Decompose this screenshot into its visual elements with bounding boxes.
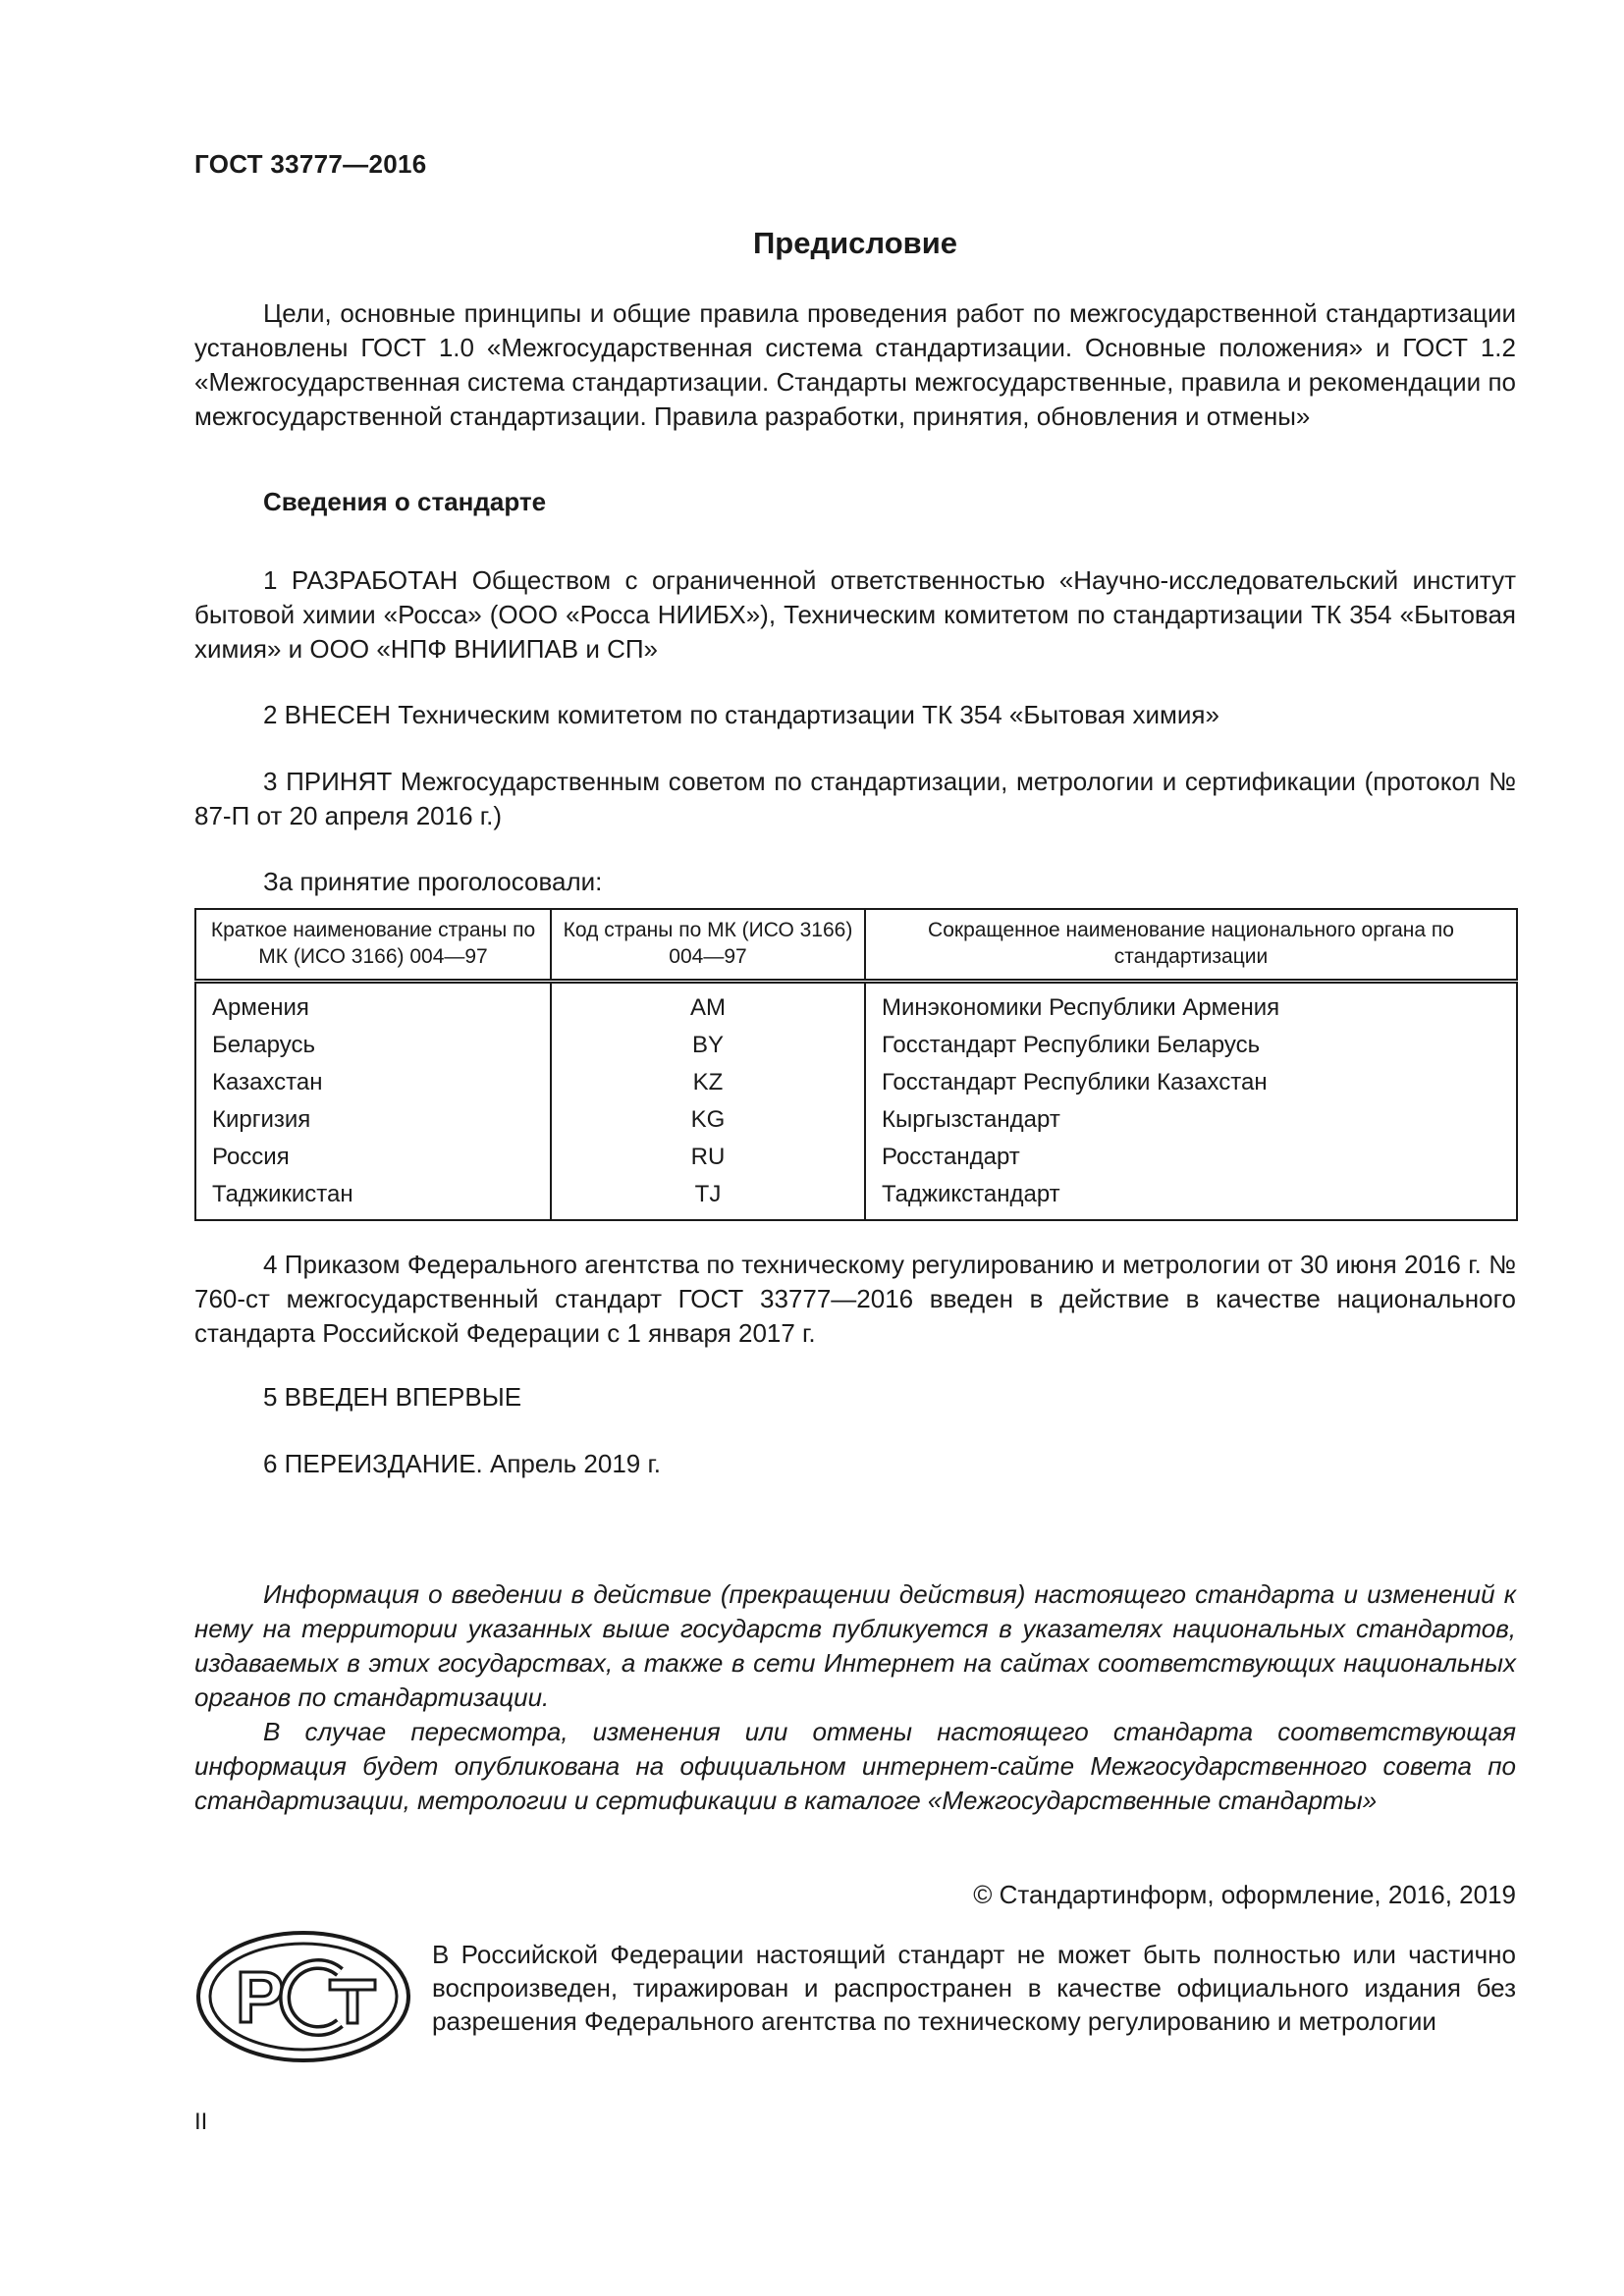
cell-country: Киргизия <box>212 1106 311 1133</box>
document-code: ГОСТ 33777—2016 <box>194 149 427 179</box>
cell-country: Таджикистан <box>212 1181 353 1207</box>
info-heading: Сведения о стандарте <box>263 487 547 516</box>
cell-code: RU <box>551 1139 865 1176</box>
cell-country: Армения <box>212 994 309 1021</box>
cell-code: KG <box>551 1101 865 1139</box>
column-header-code: Код страны по МК (ИСО 3166) 004—97 <box>551 909 865 982</box>
cell-body: Минэкономики Республики Армения <box>865 982 1517 1028</box>
table-row <box>195 982 1517 1028</box>
item-introduced: 2 ВНЕСЕН Техническим комитетом по стандартизации ТК 354 «Бытовая химия» <box>263 700 1219 729</box>
info-note-revision: В случае пересмотра, изменения или отмены настоящего стандарта соответствующая информация будет опубликована на официальном интернет-сайте Межгосударственного совета по стандартизации, метрологии и сертификации в каталоге «Межгосударственные стандарты» <box>194 1717 1516 1815</box>
svg-text:Р: Р <box>236 1956 285 2038</box>
cell-code: AM <box>551 982 865 1028</box>
cell-country: Казахстан <box>212 1069 323 1095</box>
cell-body: Госстандарт Республики Беларусь <box>865 1027 1517 1064</box>
cell-code: TJ <box>551 1176 865 1220</box>
page-title: Предисловие <box>752 226 957 260</box>
table-row <box>195 1176 1517 1220</box>
member-states-table <box>194 908 1518 1221</box>
voted-label: За принятие проголосовали: <box>263 867 603 896</box>
column-header-body: Сокращенное наименование национального органа по стандартизации <box>865 909 1517 982</box>
table-row <box>195 1064 1517 1101</box>
table-row <box>195 1101 1517 1139</box>
item-adopted: 3 ПРИНЯТ Межгосударственным советом по стандартизации, метрологии и сертификации (протокол № 87-П от 20 апреля 2016 г.) <box>194 767 1516 830</box>
cell-country: Беларусь <box>212 1032 315 1058</box>
cell-body: Госстандарт Республики Казахстан <box>865 1064 1517 1101</box>
item-reissue: 6 ПЕРЕИЗДАНИЕ. Апрель 2019 г. <box>263 1449 662 1478</box>
rst-certification-mark-icon <box>194 1929 412 2064</box>
document-page <box>194 0 1516 2296</box>
table-header-row <box>195 909 1517 982</box>
item-developed: 1 РАЗРАБОТАН Обществом с ограниченной ответственностью «Научно-исследовательский институт бытовой химии «Росса» (ООО «Росса НИИБХ»), Техническим комитетом по стандартизации ТК 354 «Бытовая химия» и ООО «НПФ ВНИИПАВ и СП» <box>194 565 1516 664</box>
copyright-line: © Стандартинформ, оформление, 2016, 2019 <box>973 1880 1516 1909</box>
cell-body: Таджикстандарт <box>865 1176 1517 1220</box>
cell-code: BY <box>551 1027 865 1064</box>
cell-code: KZ <box>551 1064 865 1101</box>
item-order: 4 Приказом Федерального агентства по техническому регулированию и метрологии от 30 июня 2016 г. № 760-ст межгосударственный стандарт ГОСТ 33777—2016 введен в действие в качестве национального стандарта Российской Федерации с 1 января 2017 г. <box>194 1250 1516 1348</box>
info-note-publication: Информация о введении в действие (прекращении действия) настоящего стандарта и изменений к нему на территории указанных выше государств публикуется в указателях национальных стандартов, издаваемых в этих государствах, а также в сети Интернет на сайтах соответствующих национальных органов по стандартизации. <box>194 1579 1516 1712</box>
table-row <box>195 1139 1517 1176</box>
intro-paragraph: Цели, основные принципы и общие правила проведения работ по межгосударственной стандартизации установлены ГОСТ 1.0 «Межгосударственная система стандартизации. Основные положения» и ГОСТ 1.2 «Межгосударственная система стандартизации. Стандарты межгосударственные, правила и рекомендации по межгосударственной стандартизации. Правила разработки, принятия, обновления и отмены» <box>194 298 1516 431</box>
page-number: II <box>194 2109 208 2135</box>
item-first-time: 5 ВВЕДЕН ВПЕРВЫЕ <box>263 1382 522 1412</box>
copyright-notice: В Российской Федерации настоящий стандарт не может быть полностью или частично воспроизведен, тиражирован и распространен в качестве официального издания без разрешения Федерального агентства по техническому регулированию и метрологии <box>432 1940 1516 2036</box>
table-row <box>195 1027 1517 1064</box>
cell-body: Кыргызстандарт <box>865 1101 1517 1139</box>
cell-country: Россия <box>212 1144 290 1170</box>
cell-body: Росстандарт <box>865 1139 1517 1176</box>
column-header-country: Краткое наименование страны по МК (ИСО 3166) 004—97 <box>195 909 551 982</box>
